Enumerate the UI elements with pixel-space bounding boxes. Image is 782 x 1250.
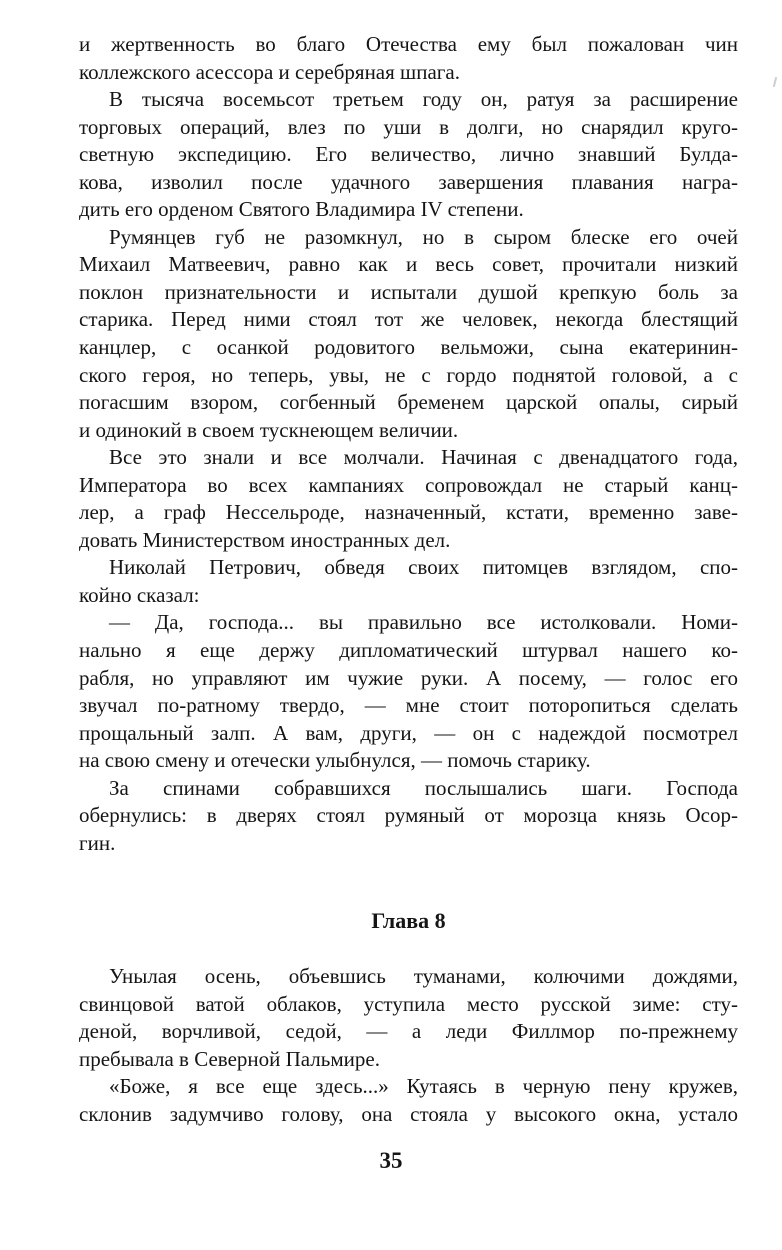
text-line: светную экспедицию. Его величество, лично знавший Булда- (79, 142, 738, 167)
text-line: Румянцев губ не разомкнул, но в сыром блеске его очей (109, 224, 738, 249)
text-line: на свою смену и отечески улыбнулся, — помочь старику. (79, 748, 591, 773)
text-line: — Да, господа... вы правильно все истолковали. Номи- (109, 610, 738, 635)
text-line: старика. Перед ними стоял тот же человек, некогда блестящий (79, 307, 738, 332)
text-line: ского героя, но теперь, увы, не с гордо поднятой головой, а с (79, 362, 738, 387)
text-line: поклон признательности и испытали душой крепкую боль за (79, 279, 738, 304)
text-line: прощальный залп. А вам, други, — он с надеждой посмотрел (79, 720, 738, 745)
text-line: лер, а граф Нессельроде, назначенный, кстати, временно заве- (79, 500, 738, 525)
text-line: довать Министерством иностранных дел. (79, 527, 451, 552)
text-block (79, 31, 738, 1128)
text-line: деной, ворчливой, седой, — а леди Филлмор по-прежнему (79, 1019, 738, 1044)
text-line: и одинокий в своем тускнеющем величии. (79, 417, 459, 442)
text-line: Унылая осень, объевшись туманами, колючими дождями, (109, 963, 738, 988)
scan-artifact-mark (773, 77, 777, 87)
text-line: «Боже, я все еще здесь...» Кутаясь в черную пену кружев, (109, 1074, 738, 1099)
text-line: обернулись: в дверях стоял румяный от морозца князь Осор- (79, 803, 738, 828)
text-line: склонив задумчиво голову, она стояла у высокого окна, устало (79, 1101, 738, 1126)
text-line: койно сказал: (79, 582, 200, 607)
text-line: канцлер, с осанкой родовитого вельможи, сына екатеринин- (79, 335, 738, 360)
text-line: нально я еще держу дипломатический штурвал нашего ко- (79, 638, 738, 663)
text-line: Николай Петрович, обведя своих питомцев взглядом, спо- (109, 555, 738, 580)
text-line: гин. (79, 830, 116, 855)
text-line: и жертвенность во благо Отечества ему был пожалован чин (79, 32, 738, 56)
text-line: погасшим взором, согбенный бременем царской опалы, сирый (79, 390, 738, 415)
text-line: звучал по-ратному твердо, — мне стоит поторопиться сделать (79, 693, 738, 718)
text-line: торговых операций, влез по уши в долги, но снарядил круго- (79, 114, 738, 139)
chapter-heading: Глава 8 (371, 908, 446, 934)
text-line: За спинами собравшихся послышались шаги. Господа (109, 775, 738, 800)
text-line: кова, изволил после удачного завершения плавания награ- (79, 169, 738, 194)
text-line: Михаил Матвеевич, равно как и весь совет, прочитали низкий (79, 252, 738, 277)
text-line: дить его орденом Святого Владимира IV степени. (79, 197, 524, 222)
text-line: коллежского асессора и серебряная шпага. (79, 59, 460, 84)
text-line: В тысяча восемьсот третьем году он, ратуя за расширение (109, 87, 738, 112)
text-line: рабля, но управляют им чужие руки. А посему, — голос его (79, 665, 738, 690)
text-line: свинцовой ватой облаков, уступила место русской зиме: сту- (79, 991, 738, 1016)
text-line: Все это знали и все молчали. Начиная с двенадцатого года, (109, 445, 738, 470)
page-number: 35 (379, 1148, 403, 1173)
text-line: пребывала в Северной Пальмире. (79, 1046, 380, 1071)
text-line: Императора во всех кампаниях сопровождал не старый канц- (79, 472, 738, 497)
